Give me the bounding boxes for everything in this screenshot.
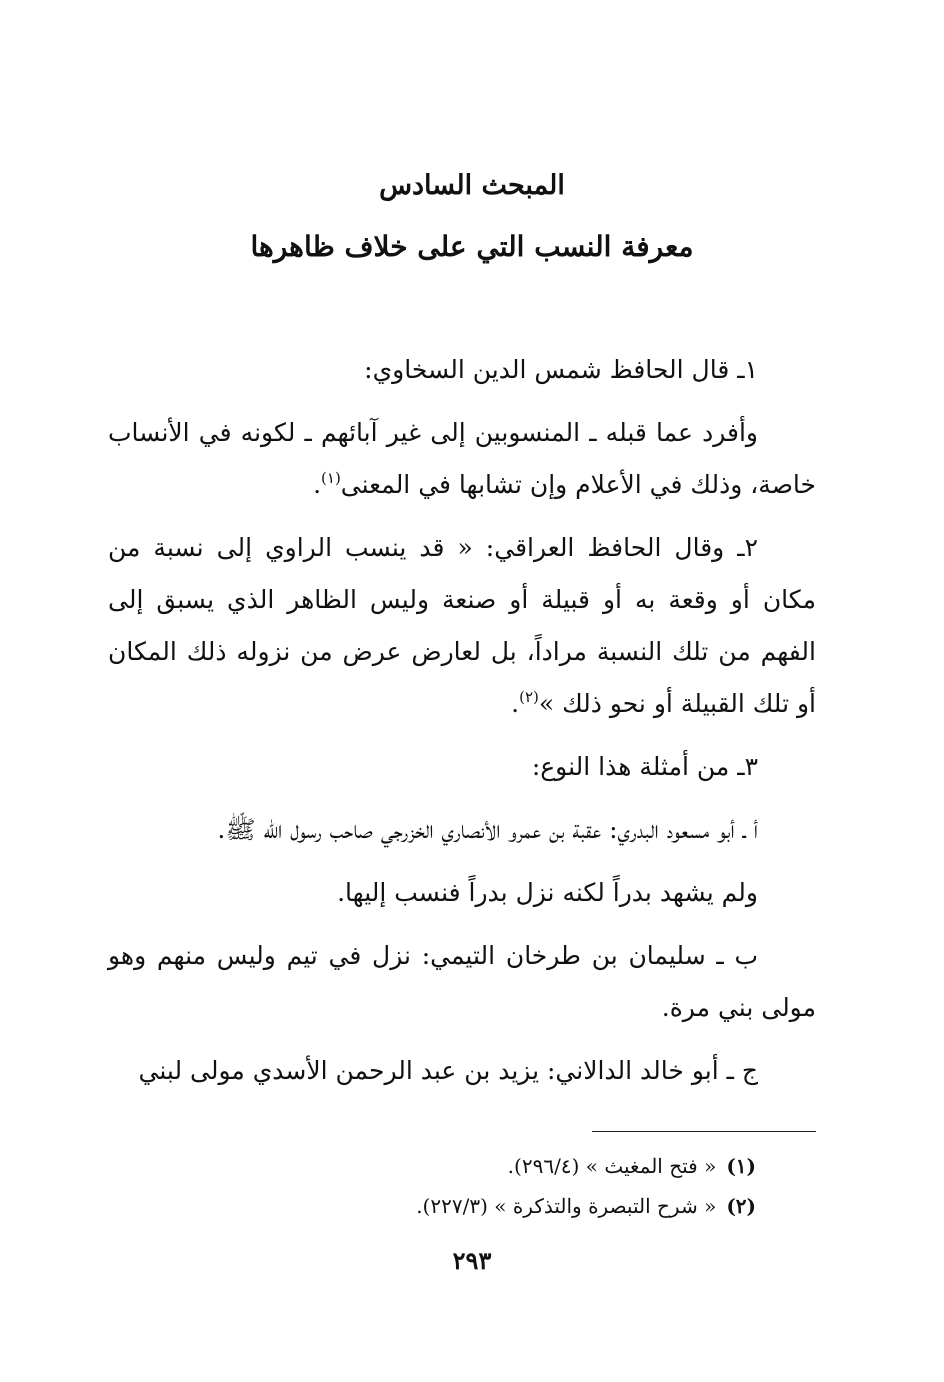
footnote-text: « فتح المغيث » (٢٩٦/٤). [507,1154,717,1178]
paragraph-end-punct: . [511,689,520,718]
point-3-examples: ٣ـ من أمثلة هذا النوع: [531,752,758,781]
footnote-2 [120,1186,756,1226]
page-number: ٢٩٣ [452,1246,492,1275]
point-1-intro: ١ـ قال الحافظ شمس الدين السخاوي: [364,355,758,384]
chapter-heading: المبحث السادس [379,170,565,201]
example-a-note: ولم يشهد بدراً لكنه نزل بدراً فنسب إليها. [337,878,758,907]
footnote-divider [592,1131,816,1132]
example-a: أ ـ أبو مسعود البدري: عقبة بن عمرو الأنصاري الخزرجي صاحب رسول الله ﷺ. [217,815,758,844]
example-c: ج ـ أبو خالد الدالاني: يزيد بن عبد الرحمن الأسدي مولى لبني [138,1056,758,1085]
paragraph-sakhawi-quote [108,407,816,511]
example-b: ب ـ سليمان بن طرخان التيمي: نزل في تيم وليس منهم وهو مولى بني مرة. [108,941,816,1022]
footnote-text: « شرح التبصرة والتذكرة » (٢٢٧/٣). [416,1194,717,1218]
section-title: معرفة النسب التي على خلاف ظاهرها [250,230,694,263]
point-2-iraqi-quote [108,522,816,730]
main-text [108,344,816,1108]
paragraph-text: وأفرد عما قبله ـ المنسوبين إلى غير آبائهم ـ لكونه في الأنساب خاصة، وذلك في الأعلام وإن تشابها في المعنى [108,418,816,499]
paragraph-text: ٢ـ وقال الحافظ العراقي: « قد ينسب الراوي إلى نسبة من مكان أو وقعة به أو قبيلة أو صنعة وليس الظاهر الذي يسبق إلى الفهم من تلك النسبة مراداً، بل لعارض عرض من نزوله ذلك المكان أو تلك القبيلة أو نحو ذلك » [108,533,816,718]
footnote-1 [120,1146,756,1186]
footnotes [120,1146,756,1226]
footnote-number: (١) [726,1154,756,1178]
footnote-ref-2[interactable]: (٢) [519,688,539,706]
footnote-ref-1[interactable]: (١) [321,469,341,487]
footnote-number: (٢) [726,1194,756,1218]
paragraph-end-punct: . [313,470,322,499]
